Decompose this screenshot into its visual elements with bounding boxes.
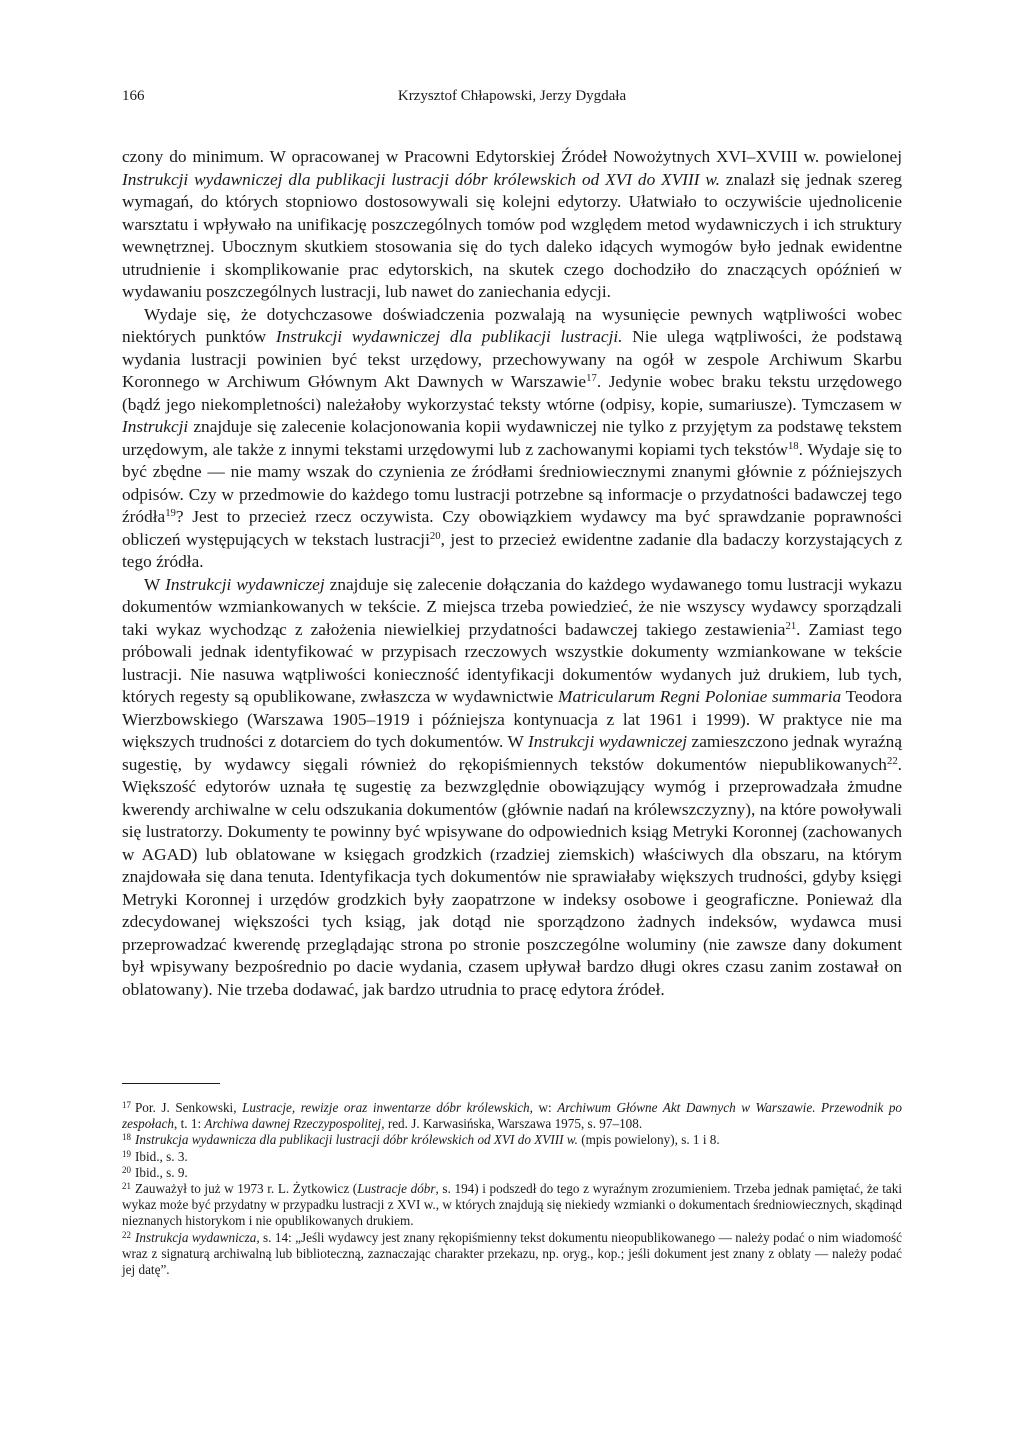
- text-run: Zauważył to już w 1973 r. L. Żytkowicz (: [134, 1181, 358, 1197]
- text-run: W: [144, 574, 166, 594]
- italic-text: Instrukcji: [122, 417, 189, 436]
- page-number: 166: [122, 88, 145, 104]
- footnote-number: 22: [122, 1229, 131, 1240]
- footnote-reference: 20: [429, 529, 441, 542]
- footnote-number: 20: [122, 1164, 131, 1175]
- text-run: czony do minimum. W opracowanej w Pracowni Edytorskiej Źródeł Nowożytnych XVI–XVIII w. powielonej: [122, 147, 902, 166]
- text-run: . Wydaje się to być zbędne — nie mamy wszak do czynienia ze źródłami średniowiecznymi znanymi głównie z późniejszych odpisów. Czy w przedmowie do każdego tomu lustracji potrzebne są informacje o przydatności badawczej tego źródła: [122, 439, 902, 526]
- text-run: ? Jest to przecież rzecz oczywista. Czy obowiązkiem wydawcy ma być sprawdzanie poprawności obliczeń występujących w tekstach lustracji: [122, 507, 902, 549]
- text-run: Ibid., s. 3.: [134, 1148, 188, 1164]
- footnote: [122, 1230, 902, 1279]
- italic-text: Instrukcji wydawniczej dla publikacji lustracji dóbr królewskich od XVI do XVIII w.: [122, 169, 720, 189]
- italic-text: Matricularum Regni Poloniae summaria: [558, 687, 842, 706]
- text-run: , jest to przecież ewidentne zadanie dla badaczy korzystających z tego źródła.: [122, 529, 902, 571]
- text-run: Por. J. Senkowski,: [134, 1100, 243, 1115]
- text-run: . Zamiast tego próbowali jednak identyfikować w przypisach rzeczowych wszystkie dokumenty wzmiankowane w tekście lustracji. Nie nasuwa wątpliwości konieczność identyfikacji dokumentów wydanych już drukiem, lub tych, których regesty są opublikowane, zwłaszcza w wydawnictwie: [122, 619, 902, 706]
- text-run: , s. 14: „Jeśli wydawcy jest znany rękopiśmienny tekst dokumentu nieopublikowanego — należy podać o nim wiadomość wraz z signaturą archiwalną lub biblioteczną, zaznaczając charakter przekazu, np. oryg., kop.; jeśli dokument jest znany z oblaty — należy podać jej datę”.: [122, 1229, 902, 1278]
- text-run: znajduje się zalecenie kolacjonowania kopii wydawniczej nie tylko z przyjętym za podstawę tekstem urzędowym, ale także z innymi tekstami urzędowymi lub z zachowanymi kopiami tych tekstów: [122, 417, 902, 459]
- footnote: [122, 1100, 902, 1132]
- text-run: Nie ulega wątpliwości, że podstawą wydania lustracji powinien być tekst urzędowy, przechowywany na ogół w zespole Archiwum Skarbu Koronnego w Archiwum Głównym Akt Dawnych w Warszawie: [122, 327, 903, 391]
- footnote-number: 21: [122, 1180, 131, 1191]
- italic-text: Lustracje, rewizje oraz inwentarze dóbr królewskich: [242, 1100, 530, 1115]
- text-run: znalazł się jednak szereg wymagań, do których stopniowo dostosowywali się kolejni edytorzy. Ułatwiało to oczywiście ujednolicenie warsztatu i wpływało na unifikację poszczególnych tomów pod względem metod wydawniczych i ich struktury wewnętrznej. Ubocznym skutkiem stosowania się do tych daleko idących wymogów było jednak ewidentne utrudnienie i skomplikowanie prac edytorskich, na skutek czego dochodziło do znaczących opóźnień w wydawaniu poszczególnych lustracji, lub nawet do zaniechania edycji.: [122, 169, 902, 301]
- text-run: Teodora Wierzbowskiego (Warszawa 1905–1919 i późniejsza kontynuacja z lat 1961 i 1999). W praktyce nie ma większych trudności z dotarciem do tych dokumentów. W: [122, 687, 903, 751]
- italic-text: Archiwum Główne Akt Dawnych w Warszawie. Przewodnik po zespołach: [122, 1100, 903, 1132]
- footnote: [122, 1181, 902, 1230]
- footnotes: [122, 1100, 902, 1278]
- italic-text: Lustracje dóbr: [357, 1181, 436, 1197]
- text-run: (mpis powielony), s. 1 i 8.: [577, 1132, 720, 1148]
- body-paragraph: [122, 146, 902, 304]
- italic-text: Instrukcja wydawnicza: [134, 1229, 257, 1245]
- text-run: , red. J. Karwasińska, Warszawa 1975, s. 97–108.: [381, 1116, 643, 1132]
- text-run: Ibid., s. 9.: [134, 1164, 188, 1180]
- text-run: Wydaje się, że dotychczasowe doświadczenia pozwalają na wysunięcie pewnych wątpliwości wobec niektórych punktów: [122, 304, 902, 346]
- footnote-divider: [122, 1083, 220, 1084]
- footnote: [122, 1165, 902, 1181]
- body-paragraph: [122, 304, 902, 574]
- running-head: [122, 88, 902, 110]
- footnote-reference: 19: [165, 507, 176, 520]
- footnote: [122, 1132, 902, 1148]
- text-run: , w:: [529, 1100, 558, 1115]
- footnote-number: 17: [122, 1099, 131, 1110]
- italic-text: Archiwa dawnej Rzeczypospolitej: [204, 1116, 382, 1132]
- text-run: zamieszczono jednak wyraźną sugestię, by wydawcy sięgali również do rękopiśmiennych tekstów dokumentów niepublikowanych: [122, 732, 902, 774]
- text-run: . Jedynie wobec braku tekstu urzędowego (bądź jego niekompletności) należałoby wykorzystać teksty wtórne (odpisy, kopie, sumariusze). Tymczasem w: [122, 372, 902, 414]
- footnote-reference: 18: [787, 439, 799, 452]
- italic-text: Instrukcji wydawniczej: [528, 732, 688, 751]
- text-run: , t. 1:: [174, 1116, 205, 1132]
- footnote-reference: 17: [586, 372, 597, 385]
- footnote-reference: 22: [886, 754, 898, 767]
- text-run: . Większość edytorów uznała tę sugestię za bezwzględnie obowiązujący wymóg i przeprowadzała żmudne kwerendy archiwalne w celu odszukania dokumentów (głównie nadań na królewszczyzny), na które powoływali się lustratorzy. Dokumenty te powinny być wpisywane do odpowiednich ksiąg Metryki Koronnej (zachowanych w AGAD) lub oblatowane w księgach grodzkich (rzadziej ziemskich) właściwych dla obszaru, na którym znajdowała się dana tenuta. Identyfikacja tych dokumentów nie sprawiałaby większych trudności, gdyby księgi Metryki Koronnej i urzędów grodzkich były zaopatrzone w indeksy osobowe i geograficzne. Ponieważ dla zdecydowanej większości tych ksiąg, jak dotąd nie sporządzono żadnych indeksów, wydawca musi przeprowadzać kwerendę przeglądając strona po stronie poszczególne woluminy (nie zawsze dany dokument był wpisywany bezpośrednio po dacie wydania, czasem upływał bardzo długi okres czasu zanim zostawał on oblatowany). Nie trzeba dodawać, jak bardzo utrudnia to pracę edytora źródeł.: [122, 754, 902, 999]
- italic-text: Instrukcji wydawniczej dla publikacji lustracji.: [275, 327, 623, 346]
- italic-text: Instrukcji wydawniczej: [165, 574, 325, 594]
- body-text: [122, 146, 902, 1001]
- running-title: Krzysztof Chłapowski, Jerzy Dygdała: [397, 88, 627, 104]
- text-run: znajduje się zalecenie dołączania do każdego wydawanego tomu lustracji wykazu dokumentów wzmiankowanych w tekście. Z miejsca trzeba powiedzieć, że nie wszyscy wydawcy sporządzali taki wykaz wychodząc z założenia niewielkiej przydatności badawczej takiego zestawienia: [122, 574, 902, 639]
- body-paragraph: [122, 574, 902, 1002]
- footnote-number: 18: [122, 1132, 131, 1143]
- footnote-reference: 21: [785, 619, 797, 632]
- text-run: , s. 194) i podszedł do tego z wyraźnym zrozumieniem. Trzeba jednak pamiętać, że taki wykaz może być przydatny w przypadku lustracji z XVI w., w których znajdują się niekiedy wzmianki o dokumentach średniowiecznych, skądinąd nieznanych historykom i nie opublikowanych drukiem.: [122, 1181, 903, 1229]
- italic-text: Instrukcja wydawnicza dla publikacji lustracji dóbr królewskich od XVI do XVIII w.: [134, 1132, 578, 1148]
- footnote: [122, 1149, 902, 1165]
- footnote-number: 19: [122, 1148, 131, 1159]
